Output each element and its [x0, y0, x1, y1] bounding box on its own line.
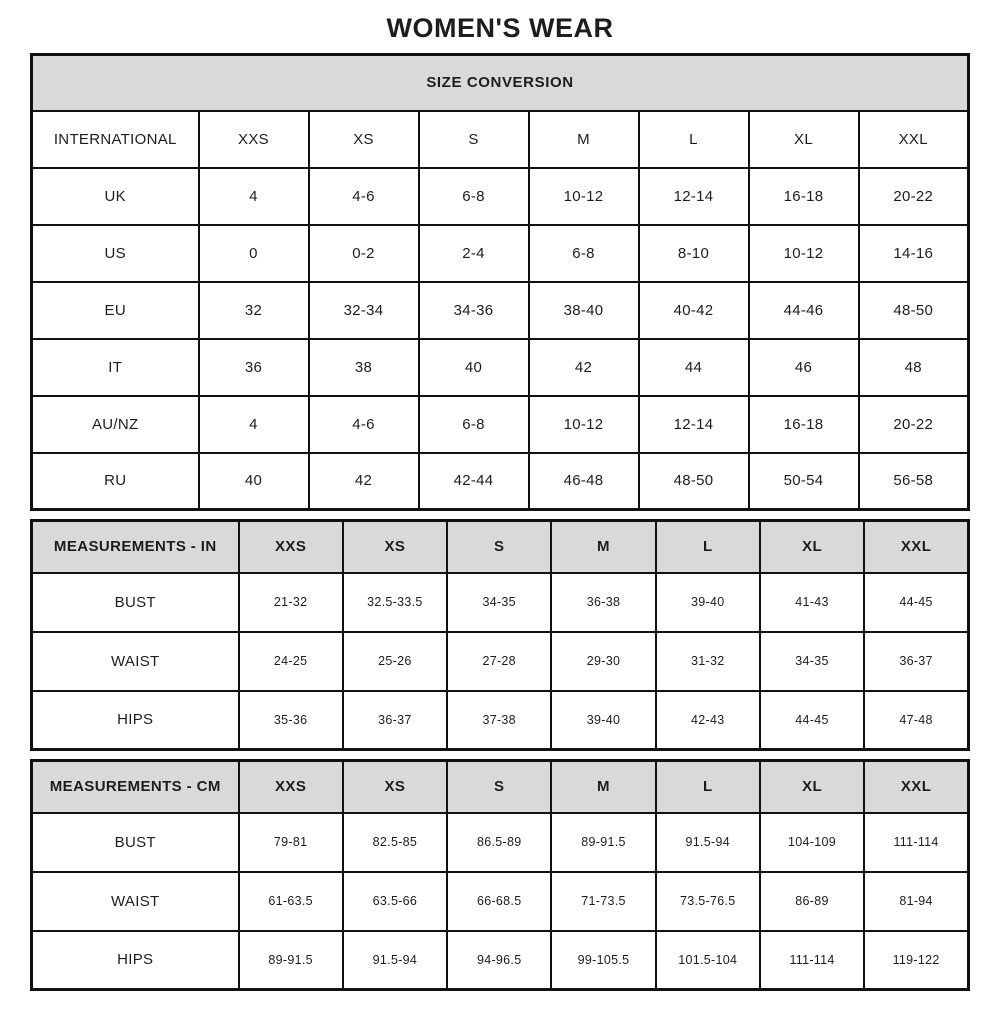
- value-cell: 99-105.5: [551, 931, 655, 990]
- value-cell: 36: [199, 339, 309, 396]
- value-cell: 12-14: [639, 168, 749, 225]
- value-cell: 14-16: [859, 225, 969, 282]
- value-cell: 29-30: [551, 632, 655, 691]
- value-cell: 21-32: [239, 573, 343, 632]
- value-cell: 42-43: [656, 691, 760, 750]
- value-cell: 4: [199, 396, 309, 453]
- value-cell: 42: [309, 453, 419, 510]
- value-cell: 89-91.5: [551, 813, 655, 872]
- size-header-cell: M: [551, 761, 655, 813]
- value-cell: 81-94: [864, 872, 968, 931]
- value-cell: 91.5-94: [656, 813, 760, 872]
- measurements-in-title: MEASUREMENTS - IN: [32, 521, 239, 573]
- value-cell: 36-37: [864, 632, 968, 691]
- value-cell: 42: [529, 339, 639, 396]
- size-header-cell: XL: [760, 521, 864, 573]
- value-cell: 44-45: [760, 691, 864, 750]
- table-caption-row: [32, 55, 969, 111]
- table-row: [32, 931, 969, 990]
- value-cell: 0: [199, 225, 309, 282]
- value-cell: 48: [859, 339, 969, 396]
- value-cell: 10-12: [749, 225, 859, 282]
- value-cell: 6-8: [529, 225, 639, 282]
- value-cell: 39-40: [656, 573, 760, 632]
- value-cell: 94-96.5: [447, 931, 551, 990]
- value-cell: 16-18: [749, 396, 859, 453]
- value-cell: 8-10: [639, 225, 749, 282]
- row-label: HIPS: [32, 691, 239, 750]
- row-label: WAIST: [32, 632, 239, 691]
- row-label: US: [32, 225, 199, 282]
- row-label: AU/NZ: [32, 396, 199, 453]
- value-cell: 38: [309, 339, 419, 396]
- value-cell: 10-12: [529, 396, 639, 453]
- value-cell: 2-4: [419, 225, 529, 282]
- value-cell: 31-32: [656, 632, 760, 691]
- value-cell: 4-6: [309, 396, 419, 453]
- row-label: RU: [32, 453, 199, 510]
- value-cell: 38-40: [529, 282, 639, 339]
- measurements-cm-table: [30, 759, 970, 991]
- value-cell: 4: [199, 168, 309, 225]
- value-cell: 35-36: [239, 691, 343, 750]
- value-cell: 73.5-76.5: [656, 872, 760, 931]
- size-header-cell: S: [447, 761, 551, 813]
- value-cell: 20-22: [859, 168, 969, 225]
- page: [0, 13, 1000, 1013]
- value-cell: 16-18: [749, 168, 859, 225]
- value-cell: 32.5-33.5: [343, 573, 447, 632]
- value-cell: 40-42: [639, 282, 749, 339]
- value-cell: 82.5-85: [343, 813, 447, 872]
- size-header-row: [32, 111, 969, 168]
- row-label: WAIST: [32, 872, 239, 931]
- size-header-cell: M: [529, 111, 639, 168]
- size-header-cell: XXL: [864, 761, 968, 813]
- value-cell: 4-6: [309, 168, 419, 225]
- header-label: INTERNATIONAL: [32, 111, 199, 168]
- value-cell: 34-35: [760, 632, 864, 691]
- value-cell: 79-81: [239, 813, 343, 872]
- table-row: [32, 813, 969, 872]
- value-cell: 48-50: [639, 453, 749, 510]
- value-cell: 34-35: [447, 573, 551, 632]
- size-header-cell: XXS: [239, 761, 343, 813]
- value-cell: 24-25: [239, 632, 343, 691]
- row-label: EU: [32, 282, 199, 339]
- value-cell: 56-58: [859, 453, 969, 510]
- value-cell: 12-14: [639, 396, 749, 453]
- size-header-cell: L: [639, 111, 749, 168]
- table-row: [32, 168, 969, 225]
- measurements-cm-title: MEASUREMENTS - CM: [32, 761, 239, 813]
- value-cell: 25-26: [343, 632, 447, 691]
- size-conversion-table: [30, 53, 970, 511]
- size-header-cell: L: [656, 521, 760, 573]
- value-cell: 119-122: [864, 931, 968, 990]
- size-header-cell: XL: [749, 111, 859, 168]
- value-cell: 32: [199, 282, 309, 339]
- row-label: HIPS: [32, 931, 239, 990]
- table-row: [32, 396, 969, 453]
- table-row: [32, 453, 969, 510]
- size-header-cell: S: [447, 521, 551, 573]
- value-cell: 34-36: [419, 282, 529, 339]
- size-header-cell: XS: [343, 521, 447, 573]
- value-cell: 111-114: [760, 931, 864, 990]
- size-header-cell: XXL: [864, 521, 968, 573]
- value-cell: 42-44: [419, 453, 529, 510]
- value-cell: 104-109: [760, 813, 864, 872]
- value-cell: 61-63.5: [239, 872, 343, 931]
- table-row: [32, 872, 969, 931]
- size-conversion-title: SIZE CONVERSION: [32, 55, 969, 111]
- value-cell: 50-54: [749, 453, 859, 510]
- value-cell: 32-34: [309, 282, 419, 339]
- value-cell: 41-43: [760, 573, 864, 632]
- size-header-cell: XS: [343, 761, 447, 813]
- measurements-in-header-row: [32, 521, 969, 573]
- table-row: [32, 225, 969, 282]
- value-cell: 44-46: [749, 282, 859, 339]
- value-cell: 44: [639, 339, 749, 396]
- size-header-cell: XXS: [239, 521, 343, 573]
- value-cell: 66-68.5: [447, 872, 551, 931]
- value-cell: 40: [199, 453, 309, 510]
- value-cell: 10-12: [529, 168, 639, 225]
- value-cell: 46-48: [529, 453, 639, 510]
- value-cell: 36-37: [343, 691, 447, 750]
- table-row: [32, 339, 969, 396]
- value-cell: 91.5-94: [343, 931, 447, 990]
- value-cell: 86-89: [760, 872, 864, 931]
- value-cell: 6-8: [419, 168, 529, 225]
- size-header-cell: XXL: [859, 111, 969, 168]
- value-cell: 47-48: [864, 691, 968, 750]
- size-header-cell: L: [656, 761, 760, 813]
- row-label: UK: [32, 168, 199, 225]
- value-cell: 71-73.5: [551, 872, 655, 931]
- row-label: BUST: [32, 813, 239, 872]
- size-header-cell: M: [551, 521, 655, 573]
- value-cell: 27-28: [447, 632, 551, 691]
- table-row: [32, 573, 969, 632]
- value-cell: 111-114: [864, 813, 968, 872]
- value-cell: 46: [749, 339, 859, 396]
- row-label: BUST: [32, 573, 239, 632]
- value-cell: 0-2: [309, 225, 419, 282]
- value-cell: 20-22: [859, 396, 969, 453]
- value-cell: 48-50: [859, 282, 969, 339]
- row-label: IT: [32, 339, 199, 396]
- value-cell: 63.5-66: [343, 872, 447, 931]
- value-cell: 36-38: [551, 573, 655, 632]
- value-cell: 6-8: [419, 396, 529, 453]
- table-row: [32, 691, 969, 750]
- value-cell: 39-40: [551, 691, 655, 750]
- size-header-cell: XS: [309, 111, 419, 168]
- value-cell: 40: [419, 339, 529, 396]
- value-cell: 86.5-89: [447, 813, 551, 872]
- size-header-cell: XL: [760, 761, 864, 813]
- table-row: [32, 632, 969, 691]
- value-cell: 44-45: [864, 573, 968, 632]
- value-cell: 37-38: [447, 691, 551, 750]
- value-cell: 89-91.5: [239, 931, 343, 990]
- size-header-cell: S: [419, 111, 529, 168]
- measurements-in-table: [30, 519, 970, 751]
- page-title: WOMEN'S WEAR: [386, 13, 614, 43]
- measurements-cm-header-row: [32, 761, 969, 813]
- table-row: [32, 282, 969, 339]
- value-cell: 101.5-104: [656, 931, 760, 990]
- size-header-cell: XXS: [199, 111, 309, 168]
